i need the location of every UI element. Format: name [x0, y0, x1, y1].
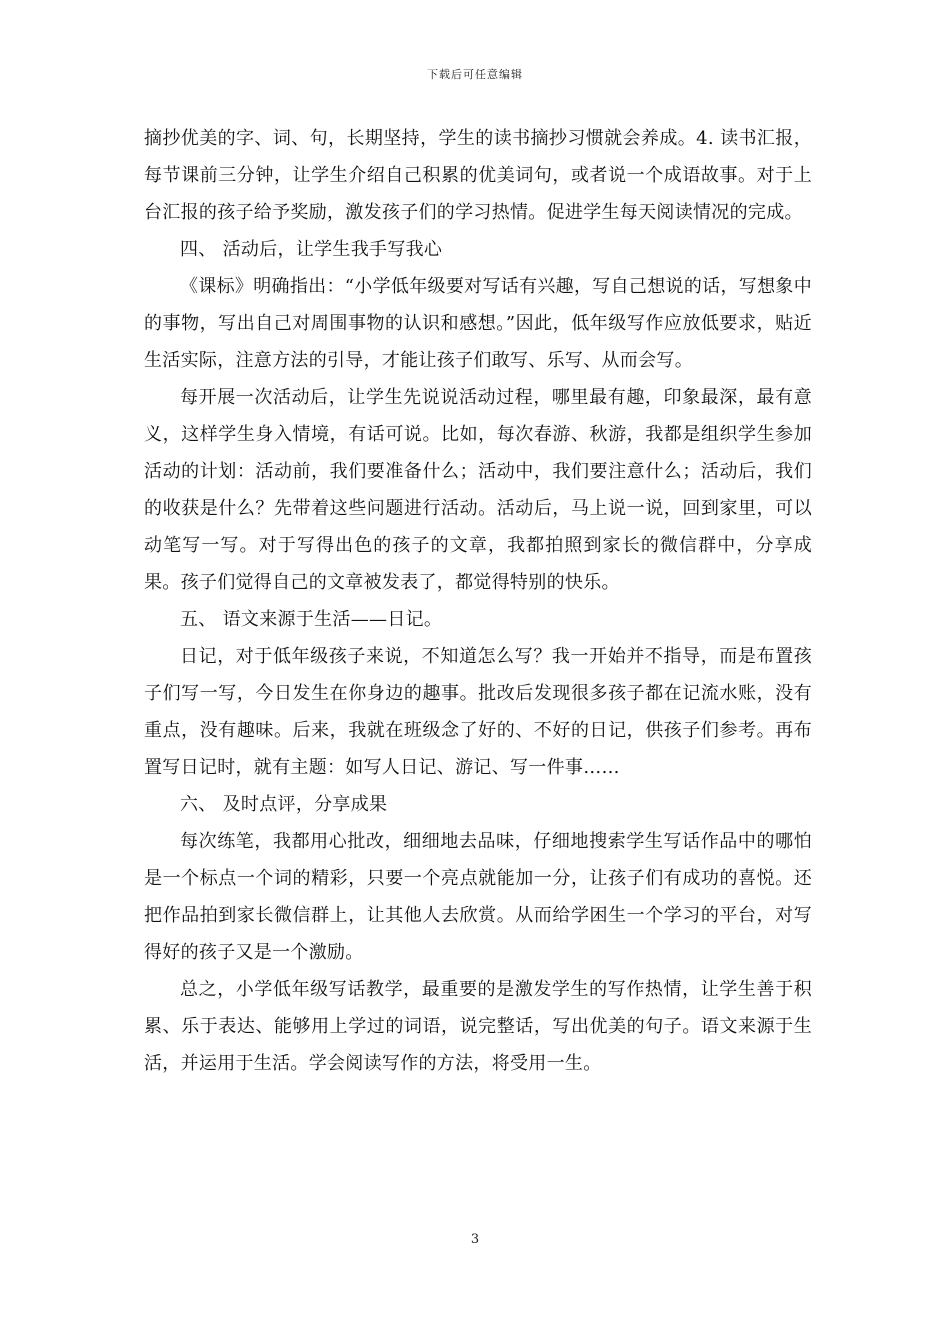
section-heading-six: 六、 及时点评，分享成果 — [180, 794, 388, 815]
paragraph-conclusion: 总之，小学低年级写话教学，最重要的是激发学生的写作热情，让学生善于积累、乐于表达、能够用上学过的词语，说完整话，写出优美的句子。语文来源于生活，并运用于生活。学会阅读写作的方法，将受用一生。 — [144, 979, 812, 1074]
paragraph-curriculum-standard: 《课标》明确指出：“小学低年级要对写话有兴趣，写自己想说的话，写想象中的事物，写出自己对周围事物的认识和感想。”因此，低年级写作应放低要求，贴近生活实际，注意方法的引导，才能让孩子们敢写、乐写、从而会写。 — [144, 276, 812, 371]
page-header-note: 下载后可任意编辑 — [427, 68, 523, 81]
page-number: 3 — [470, 1232, 480, 1247]
document-body — [144, 120, 812, 1082]
paragraph-diary: 日记，对于低年级孩子来说，不知道怎么写？我一开始并不指导，而是布置孩子们写一写，今日发生在你身边的趣事。批改后发现很多孩子都在记流水账，没有重点，没有趣味。后来，我就在班级念了好的、不好的日记，供孩子们参考。再布置写日记时，就有主题：如写人日记、游记、写一件事…… — [144, 646, 812, 778]
paragraph-feedback: 每次练笔，我都用心批改，细细地去品味，仔细地搜索学生写话作品中的哪怕是一个标点一个词的精彩，只要一个亮点就能加一分，让孩子们有成功的喜悦。还把作品拍到家长微信群上，让其他人去欣赏。从而给学困生一个学习的平台，对写得好的孩子又是一个激励。 — [144, 831, 812, 963]
section-heading-four: 四、 活动后，让学生我手写我心 — [180, 239, 443, 260]
paragraph-activity-writing: 每开展一次活动后，让学生先说说活动过程，哪里最有趣，印象最深，最有意义，这样学生身入情境，有话可说。比如，每次春游、秋游，我都是组织学生参加活动的计划：活动前，我们要准备什么；活动中，我们要注意什么；活动后，我们的收获是什么？先带着这些问题进行活动。活动后，马上说一说，回到家里，可以动笔写一写。对于写得出色的孩子的文章，我都拍照到家长的微信群中，分享成果。孩子们觉得自己的文章被发表了，都觉得特别的快乐。 — [144, 387, 812, 593]
section-heading-five: 五、 语文来源于生活——日记。 — [180, 609, 443, 630]
paragraph-reading-report: 摘抄优美的字、词、句，长期坚持，学生的读书摘抄习惯就会养成。4. 读书汇报，每节课前三分钟，让学生介绍自己积累的优美词句，或者说一个成语故事。对于上台汇报的孩子给予奖励，激发孩子们的学习热情。促进学生每天阅读情况的完成。 — [144, 128, 812, 223]
